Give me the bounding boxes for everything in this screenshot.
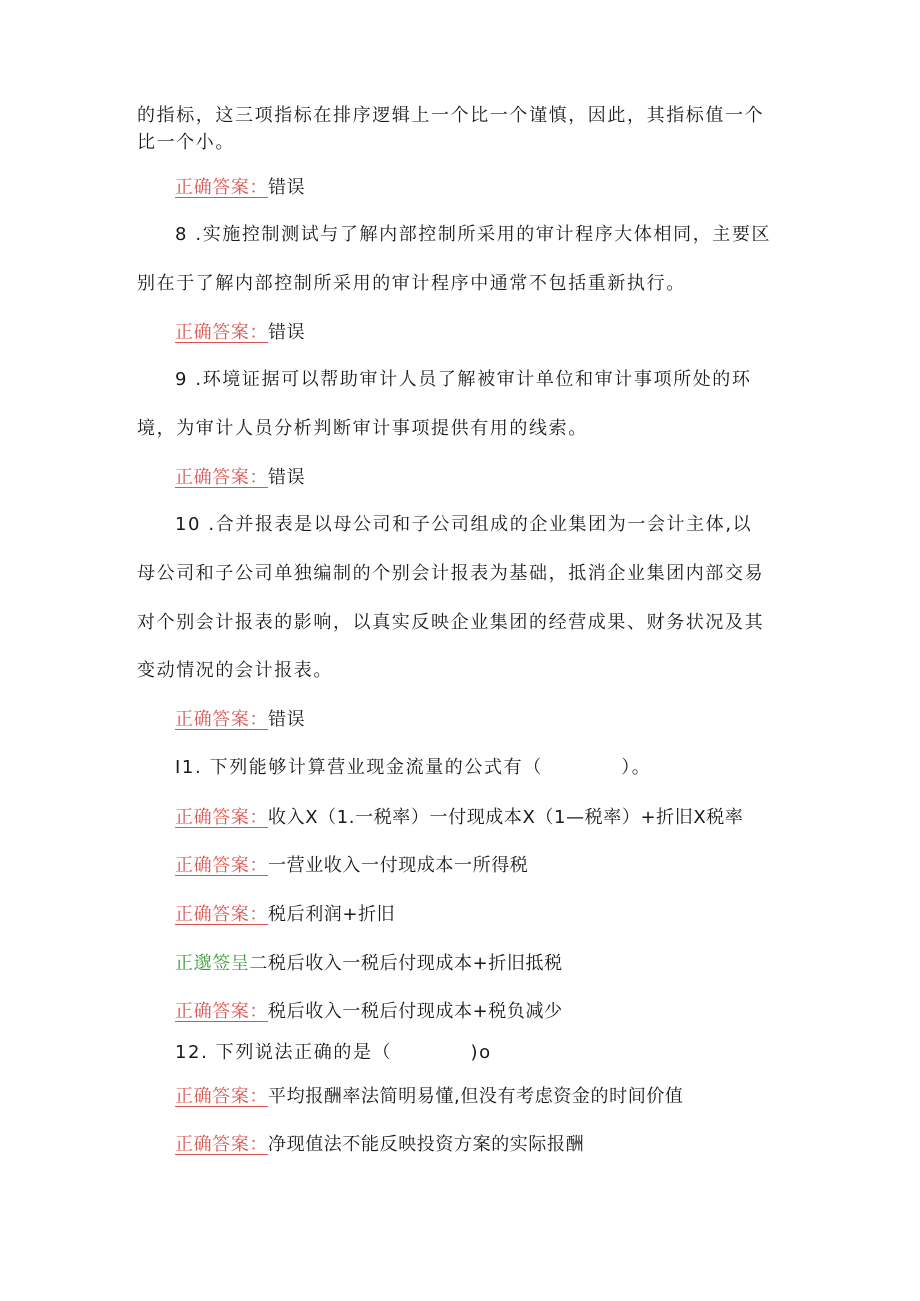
answer-label: 正确答案： <box>175 1001 268 1022</box>
answer-line <box>175 951 563 977</box>
answer-label: 正确答案： <box>175 467 268 488</box>
answer-value: 净现值法不能反映投资方案的实际报酬 <box>268 1134 585 1155</box>
answer-value: 错误 <box>268 322 306 343</box>
answer-line <box>175 1132 584 1158</box>
answer-label: 正确答案： <box>175 1134 268 1155</box>
answer-line <box>175 805 744 831</box>
answer-label: 正确答案： <box>175 807 268 828</box>
answer-label: 正确答案： <box>175 904 268 925</box>
question-line: 12. 下列说法正确的是（ )o <box>175 1042 492 1063</box>
answer-value: 错误 <box>268 709 306 730</box>
body-text-line: 母公司和子公司单独编制的个别会计报表为基础，抵消企业集团内部交易 <box>137 563 765 584</box>
body-text-line: 比一个小。 <box>137 132 235 153</box>
answer-line <box>175 853 528 879</box>
answer-line <box>175 175 305 201</box>
answer-label: 正确答案： <box>175 177 268 198</box>
question-line: 10 .合并报表是以母公司和子公司组成的企业集团为一会计主体,以 <box>175 514 753 535</box>
answer-label: 正确答案： <box>175 322 268 343</box>
answer-line <box>175 707 305 733</box>
body-text-line: 变动情况的会计报表。 <box>137 660 333 681</box>
answer-value: 税后收入一税后付现成本+税负减少 <box>268 1001 563 1022</box>
answer-value: 税后利润+折旧 <box>268 904 396 925</box>
answer-label: 正确答案： <box>175 709 268 730</box>
question-line: 9 .环境证据可以帮助审计人员了解被审计单位和审计事项所处的环 <box>175 369 752 390</box>
answer-value: 收入X（1.一税率）一付现成本X（1—税率）+折旧X税率 <box>268 807 744 828</box>
answer-value: 一营业收入一付现成本一所得税 <box>268 855 529 876</box>
body-text-line: 境，为审计人员分析判断审计事项提供有用的线索。 <box>137 418 588 439</box>
answer-line <box>175 999 563 1025</box>
answer-line <box>175 465 305 491</box>
answer-line <box>175 1084 684 1110</box>
answer-label: 正邈签呈 <box>175 953 250 974</box>
body-text-line: 别在于了解内部控制所采用的审计程序中通常不包括重新执行。 <box>137 273 686 294</box>
answer-line <box>175 320 305 346</box>
answer-value: 二税后收入一税后付现成本+折旧抵税 <box>249 953 563 974</box>
answer-value: 错误 <box>268 467 306 488</box>
body-text-line: 的指标，这三项指标在排序逻辑上一个比一个谨慎，因此，其指标值一个 <box>137 105 765 126</box>
answer-label: 正确答案： <box>175 1086 268 1107</box>
answer-label: 正确答案： <box>175 855 268 876</box>
question-line: I1. 下列能够计算营业现金流量的公式有（ ）。 <box>175 757 652 778</box>
answer-value: 平均报酬率法简明易懂,但没有考虑资金的时间价值 <box>268 1086 684 1107</box>
answer-line <box>175 902 395 928</box>
answer-value: 错误 <box>268 177 306 198</box>
body-text-line: 对个别会计报表的影响，以真实反映企业集团的经营成果、财务状况及其 <box>137 612 765 633</box>
question-line: 8 .实施控制测试与了解内部控制所采用的审计程序大体相同，主要区 <box>175 224 772 245</box>
